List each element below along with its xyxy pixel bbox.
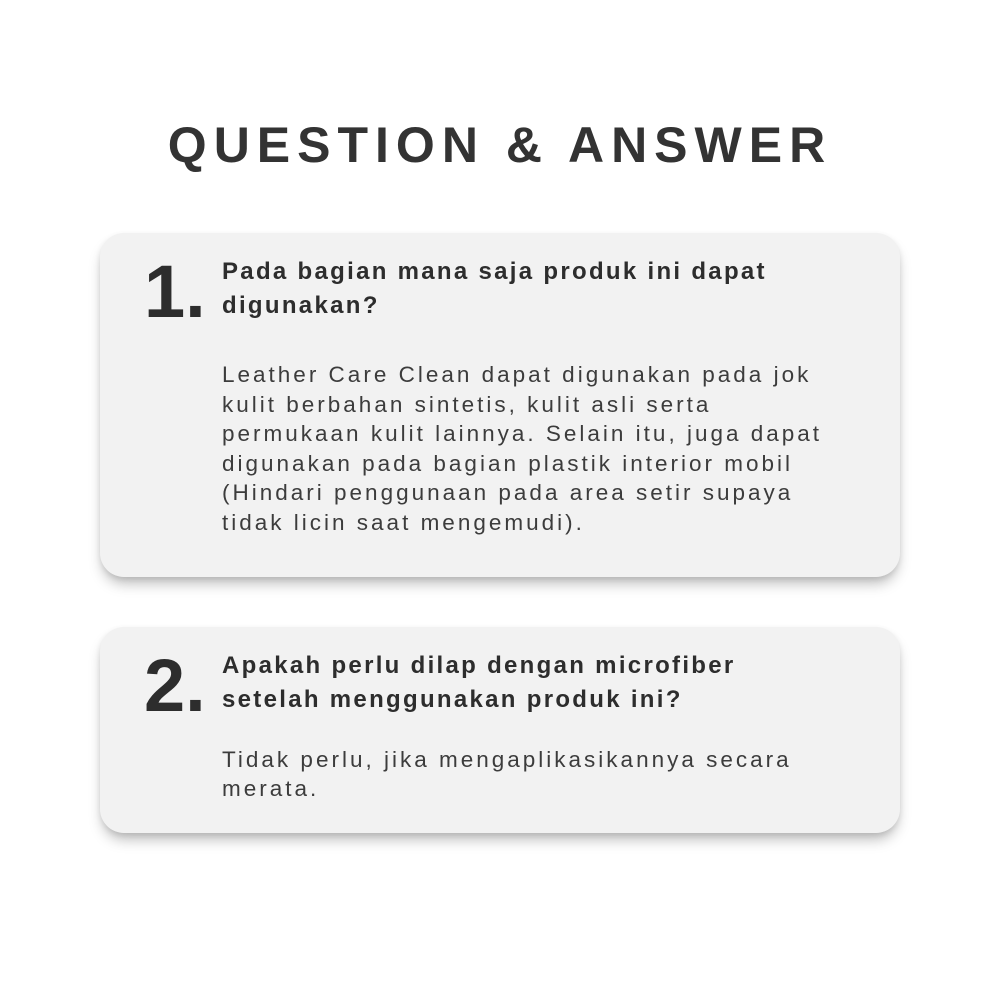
question-number-1: 1. <box>144 250 206 333</box>
question-text-1: Pada bagian mana saja produk ini dapat digunakan? <box>222 258 767 319</box>
answer-text-1: Leather Care Clean dapat digunakan pada jok kulit berbahan sintetis, kulit asli serta permukaan kulit lainnya. Selain itu, juga dapat digunakan pada bagian plastik interior mobil (Hindari penggunaan pada area setir supaya tidak licin saat mengemudi). <box>222 362 823 535</box>
faq-card-1 <box>100 233 900 577</box>
question-number-2: 2. <box>144 644 206 727</box>
page-title: QUESTION & ANSWER <box>167 117 833 173</box>
answer-text-2: Tidak perlu, jika mengaplikasikannya secara merata. <box>222 746 792 802</box>
question-text-2: Apakah perlu dilap dengan microfiber setelah menggunakan produk ini? <box>222 652 736 713</box>
faq-card-2 <box>100 627 900 833</box>
